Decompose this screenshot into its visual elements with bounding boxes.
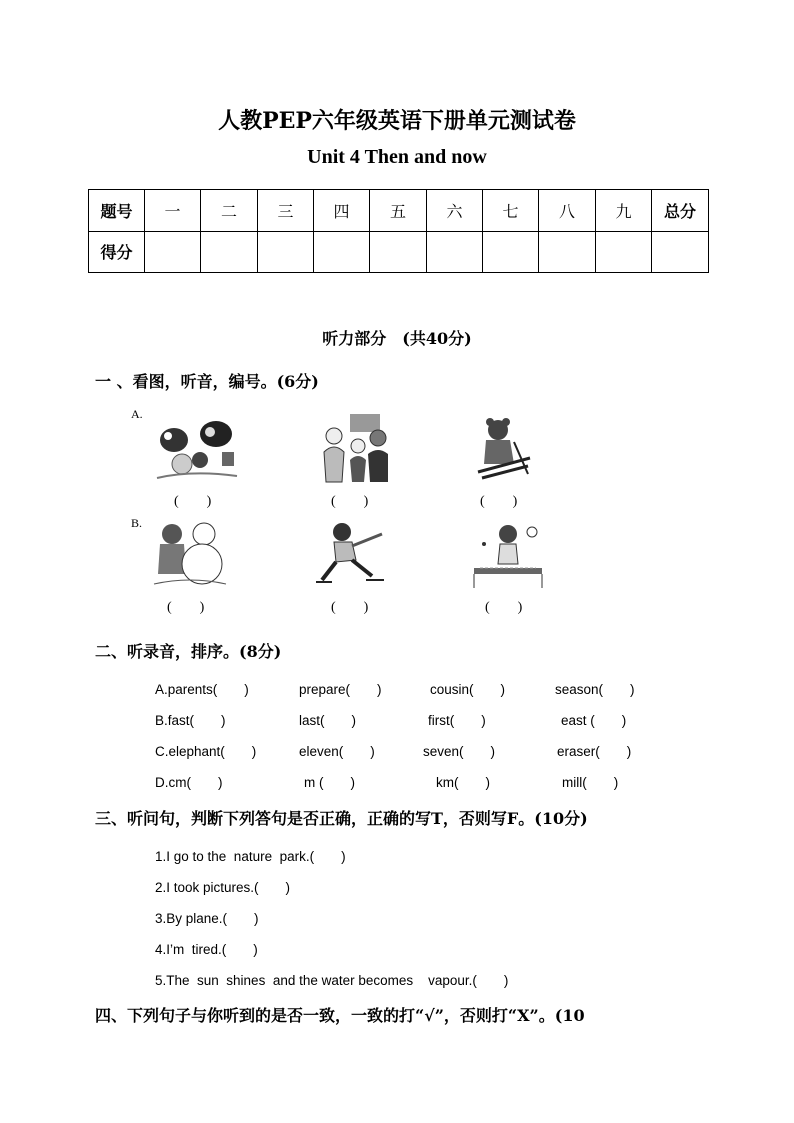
score-header-cell: 一 <box>145 190 201 232</box>
word-item[interactable]: C.elephant( ) <box>155 744 257 759</box>
word-item[interactable]: east ( ) <box>561 713 627 728</box>
word-item[interactable]: last( ) <box>299 713 356 728</box>
table-tennis-boy-icon <box>470 520 546 590</box>
answer-blank[interactable]: ( ) <box>167 600 205 615</box>
answer-blank[interactable]: ( ) <box>331 600 369 615</box>
score-cell[interactable] <box>483 231 539 273</box>
section-1-heading: 一 、看图，听音，编号。(6分) <box>95 372 319 391</box>
word-item[interactable]: B.fast( ) <box>155 713 226 728</box>
ice-skater-icon <box>312 520 392 588</box>
score-header-cell: 总分 <box>652 190 709 232</box>
listening-part-heading: 听力部分 (共40分) <box>322 329 472 348</box>
score-cell[interactable] <box>145 231 201 273</box>
word-item[interactable]: prepare( ) <box>299 682 382 697</box>
score-cell[interactable] <box>314 231 370 273</box>
score-cell[interactable] <box>201 231 258 273</box>
word-item[interactable]: cousin( ) <box>430 682 506 697</box>
answer-blank[interactable]: ( ) <box>174 494 212 509</box>
sentence-item[interactable]: 5.The sun shines and the water becomes vapour.( ) <box>155 973 509 988</box>
word-item[interactable]: eleven( ) <box>299 744 375 759</box>
answer-blank[interactable]: ( ) <box>480 494 518 509</box>
score-cell[interactable] <box>258 231 314 273</box>
row-a-label: A. <box>131 407 143 421</box>
section-3-heading: 三、听问句，判断下列答句是否正确，正确的写T，否则写F。(10分) <box>95 809 588 828</box>
score-table <box>88 189 709 273</box>
word-item[interactable]: A.parents( ) <box>155 682 249 697</box>
score-cell[interactable] <box>596 231 652 273</box>
score-header-cell: 二 <box>201 190 258 232</box>
word-item[interactable]: season( ) <box>555 682 635 697</box>
score-header-cell: 题号 <box>89 190 145 232</box>
score-cell[interactable] <box>652 231 709 273</box>
friends-group-icon <box>320 412 394 484</box>
section-2-heading: 二、听录音，排序。(8分) <box>95 642 282 661</box>
word-item[interactable]: mill( ) <box>562 775 619 790</box>
unit-title: Unit 4 Then and now <box>307 146 487 168</box>
word-item[interactable]: seven( ) <box>423 744 496 759</box>
score-header-cell: 八 <box>539 190 596 232</box>
bear-skiing-icon <box>474 414 532 482</box>
score-header-cell: 六 <box>427 190 483 232</box>
sentence-item[interactable]: 3.By plane.( ) <box>155 911 259 926</box>
bear-snowman-icon <box>152 518 228 588</box>
row-b-label: B. <box>131 516 143 530</box>
score-header-cell: 三 <box>258 190 314 232</box>
word-item[interactable]: km( ) <box>436 775 490 790</box>
score-header-cell: 七 <box>483 190 539 232</box>
score-header-cell: 四 <box>314 190 370 232</box>
score-header-cell: 五 <box>370 190 427 232</box>
sentence-item[interactable]: 4.I’m tired.( ) <box>155 942 258 957</box>
score-cell[interactable] <box>370 231 427 273</box>
skiers-and-snowman-icon <box>152 412 240 484</box>
word-item[interactable]: eraser( ) <box>557 744 632 759</box>
page-title: 人教PEP六年级英语下册单元测试卷 <box>218 108 576 134</box>
sentence-item[interactable]: 2.I took pictures.( ) <box>155 880 291 895</box>
score-header-cell: 九 <box>596 190 652 232</box>
answer-blank[interactable]: ( ) <box>331 494 369 509</box>
word-item[interactable]: first( ) <box>428 713 486 728</box>
word-item[interactable]: m ( ) <box>304 775 355 790</box>
score-row-label: 得分 <box>89 231 145 273</box>
answer-blank[interactable]: ( ) <box>485 600 523 615</box>
score-cell[interactable] <box>427 231 483 273</box>
word-item[interactable]: D.cm( ) <box>155 775 223 790</box>
sentence-item[interactable]: 1.I go to the nature park.( ) <box>155 849 346 864</box>
score-cell[interactable] <box>539 231 596 273</box>
section-4-heading: 四、下列句子与你听到的是否一致，一致的打“√”，否则打“X”。(10 <box>95 1006 585 1025</box>
